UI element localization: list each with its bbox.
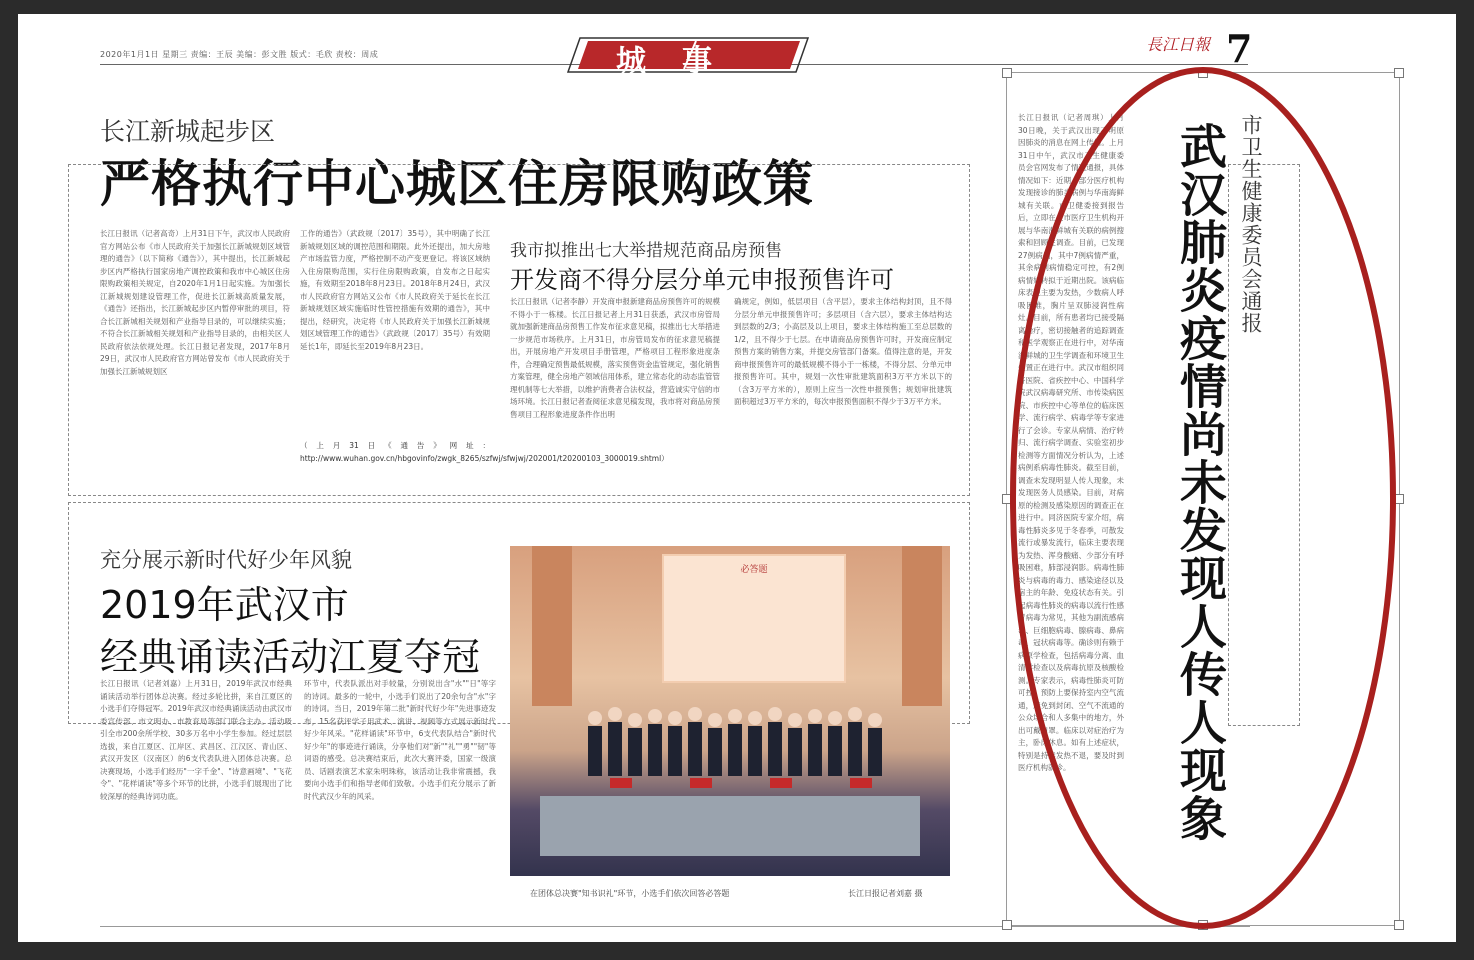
photo-credit: 长江日报记者刘嘉 摄 xyxy=(848,889,923,898)
newspaper-logo: 長江日報 xyxy=(1146,35,1211,54)
article2-column-2: 确规定，例如，低层项目（含平层），要求主体结构封顶，且不得分层分单元申报预售许可；多层项目（含六层），要求主体结构达到层数的2/3；小高层及以上项目，要求主体结构施工至总层数的1/2，且不得少于七层。在申请商品房预售许可时，开发商应制定预售方案的销售方案，并提交房管部门备案。值得注意的是，开发商申报预售许可的最低规模不得小于一栋楼，不得分层、分单元申报预售许可。其中，规划一次性审批建筑面积3万平方米以下的（含3万平方米的），原则上应当一次性申报预售；规划审批建筑面积超过3万平方米的，每次申报预售面积不得少于3万平方米。 xyxy=(734,297,952,406)
article3-headline-line1: 2019年武汉市 xyxy=(100,583,349,627)
article1-headline: 严格执行中心城区住房限购政策 xyxy=(100,155,814,213)
article4-subtitle: 市卫生健康委员会通报 xyxy=(1239,114,1263,334)
article2-headline: 开发商不得分层分单元申报预售许可 xyxy=(510,266,894,294)
newspaper-page xyxy=(18,14,1456,942)
article1-column-1: 长江日报讯（记者高奇）上月31日下午，武汉市人民政府官方网站公布《市人民政府关于加强长江新城规划区域管理的通告》（以下简称《通告》），其中提出，长江新城起步区内严格执行国家房地产调控政策和我市中心城区住房限购政策相关规定，自2020年1月1日起实施。为加强长江新城规划建设管理工作，促进长江新城高质量发展，《通告》还指出，长江新城起步区内暂停审批的项目，符合长江新城相关规划和产业指导目录的，可以继续实施；不符合长江新城相关规划和产业指导目录的，由相关区人民政府依法依规处理。长江日报记者发现，2017年8月29日，武汉市人民政府官方网站曾发布《市人民政府关于加强长江新城规划区 xyxy=(100,229,290,376)
article2-kicker: 我市拟推出七大举措规范商品房预售 xyxy=(510,241,782,261)
article2-column-1: 长江日报讯（记者李静）开发商申报新建商品房预售许可的规模不得小于一栋楼。长江日报记者上月31日获悉，武汉市房管局就加强新建商品房预售工作发布征求意见稿，拟推出七大举措进一步规范市场秩序。上月31日，市房管局发布的征求意见稿提出，开展房地产开发项目手册管理，严格项目工程形象进度条件，合理确定预售最低规模，落实预售资金监管规定，强化销售方案管理，健全房地产领域信用体系，建立常态化的动态监管管理机制等七大举措，以维护消费者合法权益，营造诚实守信的市场环境。长江日报记者查阅征求意见稿发现，我市将对商品房预售项目工程形象进度条件作出明 xyxy=(510,297,720,419)
page-number: 7 xyxy=(1226,26,1253,71)
photo-caption: 在团体总决赛"知书识礼"环节，小选手们依次回答必答题 xyxy=(530,889,730,898)
article3-headline-line2: 经典诵读活动江夏夺冠 xyxy=(100,635,481,679)
red-highlight-ellipse xyxy=(18,14,1456,942)
article3-kicker: 充分展示新时代好少年风貌 xyxy=(100,548,352,572)
page-meta: 2020年1月1日 星期三 责编：王辰 美编：彭文胜 版式：毛欣 责校：周成 xyxy=(100,50,379,59)
article3-column-1: 长江日报讯（记者刘嘉）上月31日，2019年武汉市经典诵读活动举行团体总决赛。经过多轮比拼，来自江夏区的小选手们夺得冠军。2019年武汉市经典诵读活动由武汉市委宣传部、市文明办、市教育局等部门联合主办。活动吸引全市200余所学校、30多万名中小学生参加。经过层层选拔，来自江夏区、江岸区、武昌区、江汉区、青山区、武汉开发区（汉南区）的6支代表队进入团体总决赛。总决赛现场，小选手们经历"一字千金"、"诗意画境"、"飞花令"、"花样诵读"等多个环节的比拼，小选手们展现出了比较深厚的经典诗词功底。 xyxy=(100,679,292,801)
article3-column-2: 环节中，代表队派出对手较量，分别说出含"水""日"等字的诗词。最多的一轮中，小选手们说出了20余句含"水"字的诗词。当日，2019年第二批"新时代好少年"先进事迹发布，15名获评学子用武术、演讲、视频等方式展示新时代好少年风采。"花样诵读"环节中，6支代表队结合"新时代好少年"的事迹进行诵读，分享他们对"新""礼""勇""韧"等词语的感受。总决赛结束后，此次大赛评委，国家一级演员、话剧表演艺术家朱明珠称，该活动让我非常震撼，我要向小选手们和指导老师们致敬。小选手们充分展示了新时代武汉少年的风采。 xyxy=(304,679,496,801)
section-title: 城事 xyxy=(616,44,748,79)
article1-kicker: 长江新城起步区 xyxy=(100,117,276,146)
article4-headline: 武汉肺炎疫情尚未发现人传人现象 xyxy=(1172,122,1227,842)
article1-link[interactable]: （上月31日《通告》网址：http://www.wuhan.gov.cn/hbgovinfo/zwgk_8265/szfwj/sfwjwj/202001/t20200103_3000019.shtml） xyxy=(300,441,669,463)
article4-body: 长江日报讯（记者周琪）上月30日晚，关于武汉出现不明原因肺炎的消息在网上传播。上月31日中午，武汉市卫生健康委员会官网发布了情况通报，具体情况如下：近期，部分医疗机构发现接诊的肺炎病例与华南海鲜城有关联。市卫健委接到报告后，立即在全市医疗卫生机构开展与华南海鲜城有关联的病例搜索和回顾性调查。目前，已发现27例病例，其中7例病情严重，其余病例病情稳定可控，有2例病情好转拟于近期出院。该病临床表现主要为发热，少数病人呼吸困难，胸片呈双肺浸润性病灶。目前，所有患者均已接受隔离治疗，密切接触者的追踪调查和医学观察正在进行中，对华南海鲜城的卫生学调查和环境卫生处置正在进行中。武汉市组织同济医院、省疾控中心、中国科学院武汉病毒研究所、市传染病医院、市疾控中心等单位的临床医学、流行病学、病毒学等专家进行了会诊。专家从病情、治疗转归、流行病学调查、实验室初步检测等方面情况分析认为，上述病例系病毒性肺炎。截至目前，调查未发现明显人传人现象，未发现医务人员感染。目前，对病原的检测及感染原因的调查正在进行中。同济医院专家介绍，病毒性肺炎多见于冬春季，可散发流行或暴发流行，临床主要表现为发热、浑身酸痛、少部分有呼吸困难，肺部浸润影。病毒性肺炎与病毒的毒力、感染途径以及宿主的年龄、免疫状态有关。引起病毒性肺炎的病毒以流行性感冒病毒为常见，其他为副流感病毒、巨细胞病毒、腺病毒、鼻病毒、冠状病毒等。确诊则有赖于病原学检查，包括病毒分离、血清学检查以及病毒抗原及核酸检测。专家表示，病毒性肺炎可防可控，预防上要保持室内空气流通，避免到封闭、空气不流通的公众场合和人多集中的地方，外出可戴口罩。临床以对症治疗为主，卧床休息。如有上述症状，特别是持续发热不退，要及时到医疗机构就诊。 xyxy=(1018,113,1124,772)
photo-screen-title: 必答题 xyxy=(740,565,768,575)
article1-column-2: 工作的通告》（武政规〔2017〕35号），其中明确了长江新城规划区域的调控范围和期限。此外还提出，加大房地产市场监管力度，严格控制不动产变更登记。将该区域纳入住房限购范围，实行住房限购政策，自发布之日起实施，有效期至2018年8月23日。2018年8月24日，武汉市人民政府官方网站又公布《市人民政府关于延长在长江新城规划区域实施临时性管控措施有效期的通告》，其中提出，经研究，决定将《市人民政府关于加强长江新城规划区域管理工作的通告》（武政规〔2017〕35号）有效期延长1年，即延长至2019年8月23日。 xyxy=(300,229,490,351)
